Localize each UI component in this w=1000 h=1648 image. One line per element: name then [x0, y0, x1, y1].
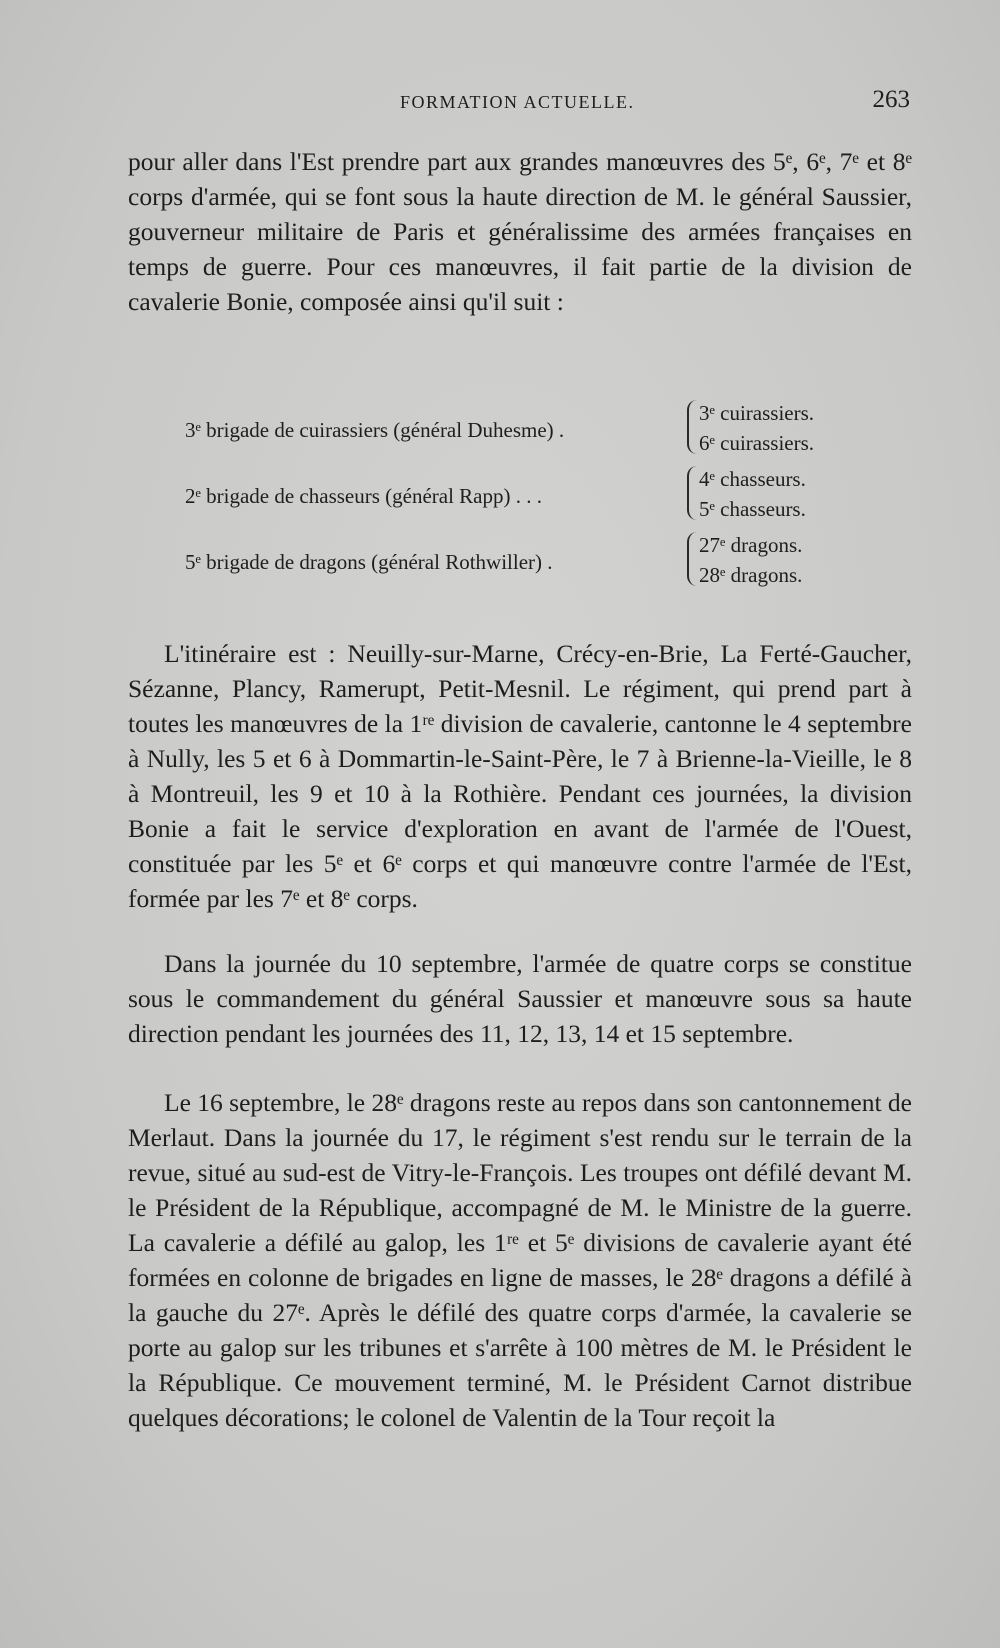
brigade-list: [185, 398, 865, 596]
brace-icon: [687, 466, 699, 520]
regiment: 27ᵉ dragons.: [699, 533, 803, 557]
regiment: 3ᵉ cuirassiers.: [699, 401, 815, 425]
brigade-name: 5ᵉ brigade de dragons (général Rothwiller) .: [185, 550, 553, 574]
paragraph-1: [128, 144, 912, 319]
page-header: [130, 86, 910, 120]
paragraph-3-text: Dans la journée du 10 septembre, l'armée de quatre corps se constitue sous le commandement du général Saussier et manœuvre sous sa haute direction pendant les journées des 11, 12, 13, 14 et 15 septembre.: [128, 949, 912, 1048]
regiment-group: [699, 530, 802, 590]
brace-icon: [687, 400, 699, 454]
brigade-row: [185, 530, 865, 596]
brigade-name: 2ᵉ brigade de chasseurs (général Rapp) . . .: [185, 484, 542, 508]
paragraph-2-text: L'itinéraire est : Neuilly-sur-Marne, Crécy-en-Brie, La Ferté-Gaucher, Sézanne, Plancy, Ramerupt, Petit-Mesnil. Le régiment, qui prend part à toutes les manœuvres de la 1ʳᵉ division de cavalerie, cantonne le 4 septembre à Nully, les 5 et 6 à Dommartin-le-Saint-Père, le 7 à Brienne-la-Vieille, le 8 à Montreuil, les 9 et 10 à la Rothière. Pendant ces journées, la division Bonie a fait le service d'exploration en avant de l'armée de l'Ouest, constituée par les 5ᵉ et 6ᵉ corps et qui manœuvre contre l'armée de l'Est, formée par les 7ᵉ et 8ᵉ corps.: [128, 639, 912, 913]
paragraph-2: [128, 636, 912, 916]
regiment: 28ᵉ dragons.: [699, 563, 803, 587]
paragraph-1-text: pour aller dans l'Est prendre part aux grandes manœuvres des 5ᵉ, 6ᵉ, 7ᵉ et 8ᵉ corps d'armée, qui se font sous la haute direction de M. le général Saussier, gouverneur militaire de Paris et généralissime des armées françaises en temps de guerre. Pour ces manœuvres, il fait partie de la division de cavalerie Bonie, composée ainsi qu'il suit :: [128, 147, 912, 316]
brigade-name: 3ᵉ brigade de cuirassiers (général Duhesme) .: [185, 418, 565, 442]
regiment: 4ᵉ chasseurs.: [699, 467, 806, 491]
regiment: 5ᵉ chasseurs.: [699, 497, 806, 521]
regiment-group: [699, 464, 806, 524]
regiment: 6ᵉ cuirassiers.: [699, 431, 815, 455]
running-title: FORMATION ACTUELLE.: [400, 92, 635, 112]
paragraph-3: [128, 946, 912, 1051]
brigade-row: [185, 464, 865, 530]
brace-icon: [687, 532, 699, 586]
paragraph-4-text: Le 16 septembre, le 28ᵉ dragons reste au repos dans son cantonnement de Merlaut. Dans la journée du 17, le régiment s'est rendu sur le terrain de la revue, situé au sud-est de Vitry-le-François. Les troupes ont défilé devant M. le Président de la République, accompagné de M. le Ministre de la guerre. La cavalerie a défilé au galop, les 1ʳᵉ et 5ᵉ divisions de cavalerie ayant été formées en colonne de brigades en ligne de masses, le 28ᵉ dragons a défilé à la gauche du 27ᵉ. Après le défilé des quatre corps d'armée, la cavalerie se porte au galop sur les tribunes et s'arrête à 100 mètres de M. le Président le la République. Ce mouvement terminé, M. le Président Carnot distribue quelques décorations; le colonel de Valentin de la Tour reçoit la: [128, 1088, 912, 1432]
brigade-row: [185, 398, 865, 464]
regiment-group: [699, 398, 814, 458]
paragraph-4: [128, 1085, 912, 1435]
page-number: 263: [872, 86, 910, 113]
